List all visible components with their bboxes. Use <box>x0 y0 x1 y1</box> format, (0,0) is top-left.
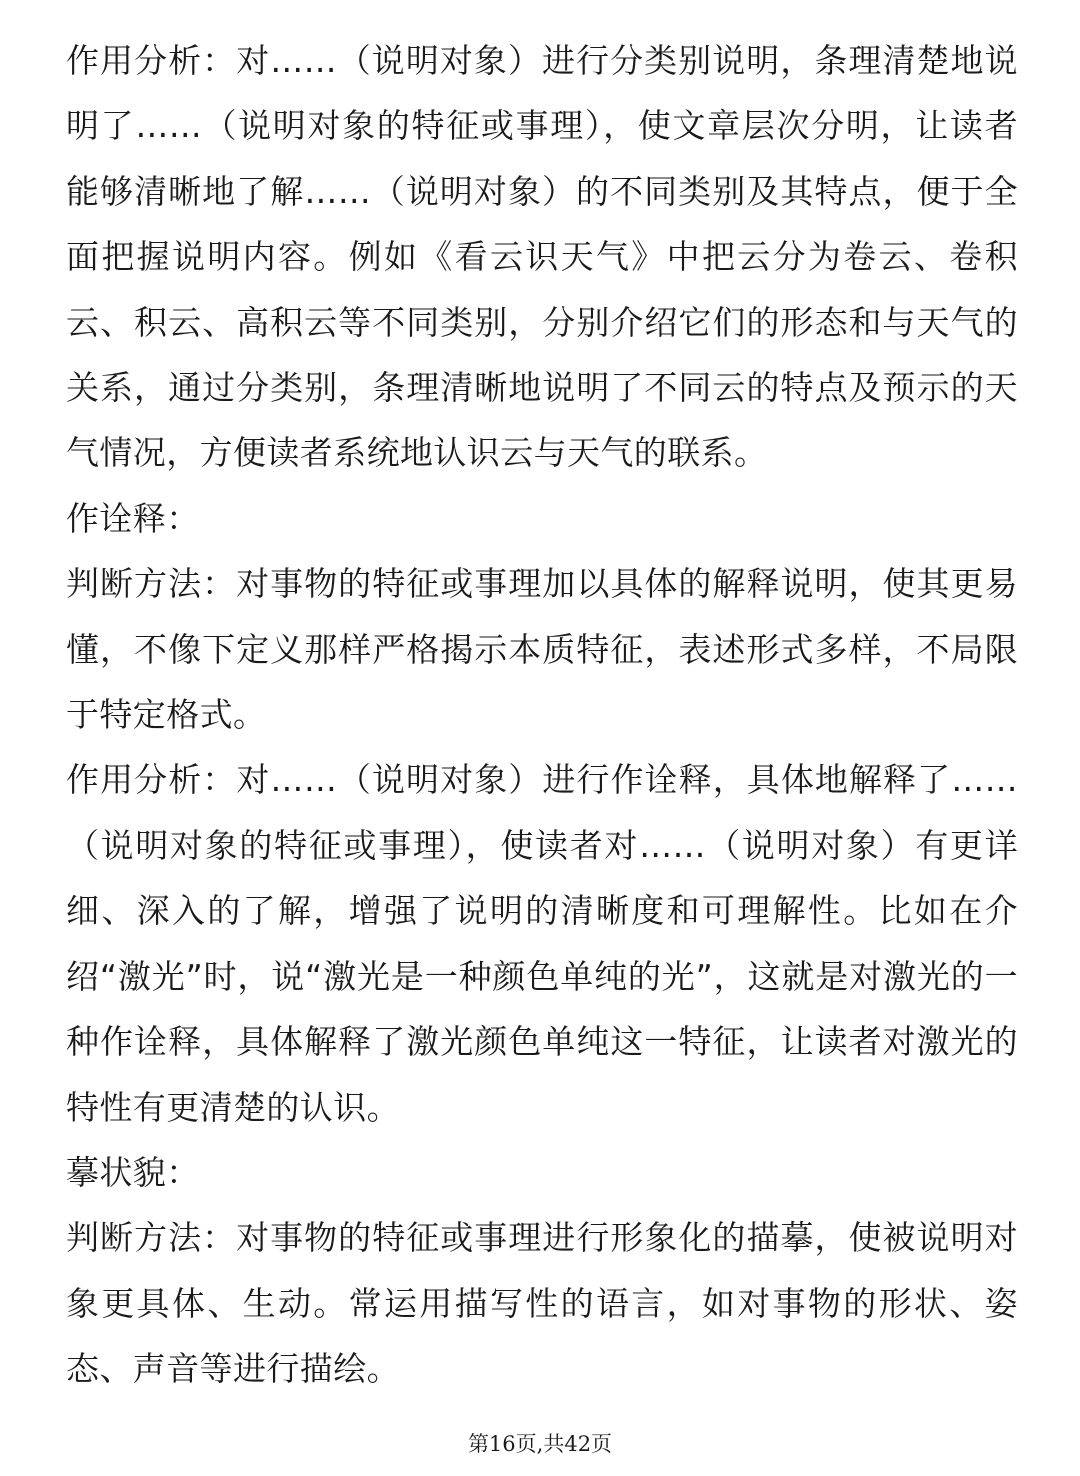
document-body <box>66 28 1018 1402</box>
paragraph-interpretation-analysis: 作用分析：对……（说明对象）进行作诠释，具体地解释了……（说明对象的特征或事理），使读者对……（说明对象）有更详细、深入的了解，增强了说明的清晰度和可理解性。比如在介绍“激光”时，说“激光是一种颜色单纯的光”，这就是对激光的一种作诠释，具体解释了激光颜色单纯这一特征，让读者对激光的特性有更清楚的认识。 <box>66 760 1018 1127</box>
heading-description: 摹状貌： <box>66 1152 200 1192</box>
paragraph-description-method: 判断方法：对事物的特征或事理进行形象化的描摹，使被说明对象更具体、生动。常运用描写性的语言，如对事物的形状、姿态、声音等进行描绘。 <box>66 1218 1018 1389</box>
paragraph-classification-analysis: 作用分析：对……（说明对象）进行分类别说明，条理清楚地说明了……（说明对象的特征或事理），使文章层次分明，让读者能够清晰地了解……（说明对象）的不同类别及其特点，便于全面把握说明内容。例如《看云识天气》中把云分为卷云、卷积云、积云、高积云等不同类别，分别介绍它们的形态和与天气的关系，通过分类别，条理清晰地说明了不同云的特点及预示的天气情况，方便读者系统地认识云与天气的联系。 <box>66 41 1018 473</box>
page-number: 第16页,共42页 <box>467 1432 613 1456</box>
heading-interpretation: 作诠释： <box>66 498 200 538</box>
paragraph-interpretation-method: 判断方法：对事物的特征或事理加以具体的解释说明，使其更易懂，不像下定义那样严格揭示本质特征，表述形式多样，不局限于特定格式。 <box>66 564 1018 735</box>
